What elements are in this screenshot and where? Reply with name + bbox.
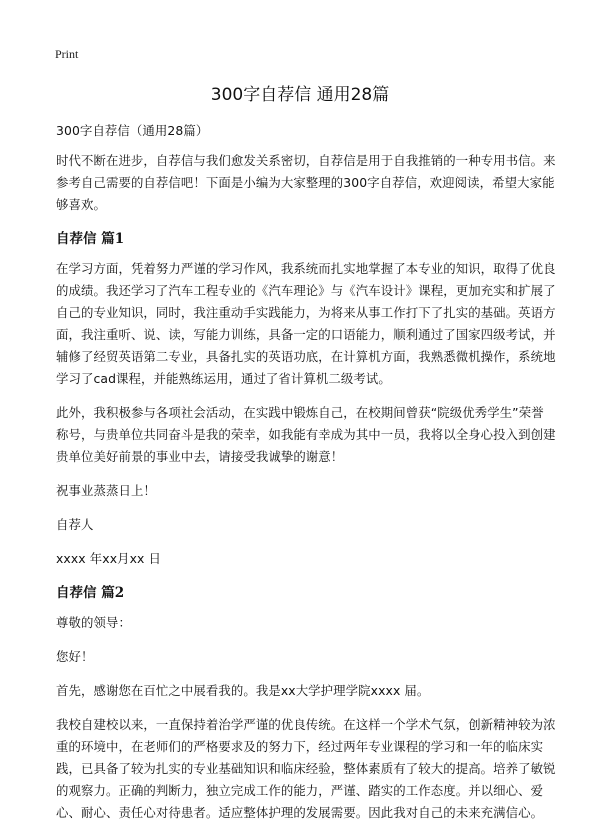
section2-paragraph-2: 我校自建校以来，一直保持着治学严谨的优良传统。在这样一个学术气氛，创新精神较为浓重的环境中，在老师们的严格要求及的努力下，经过两年专业课程的学习和一年的临床实践，已具备了较为扎实的专业基础知识和临床经验，整体素质有了较大的提高。培养了敏锐的观察力。正确的判断力，独立完成工作的能力，严谨、踏实的工作态度。并以细心、爱心、耐心、责任心对待患者。适应整体护理的发展需要。因此我对自己的未来充满信心。	[56, 717, 556, 820]
section1-signature: 自荐人	[56, 517, 94, 532]
section-heading-1: 自荐信 篇1	[56, 231, 125, 247]
section1-paragraph-1: 在学习方面，凭着努力严谨的学习作风，我系统而扎实地掌握了本专业的知识，取得了优良的成绩。我还学习了汽车工程专业的《汽车理论》与《汽车设计》课程，更加充实和扩展了自己的专业知识，同时，我注重动手实践能力，为将来从事工作打下了扎实的基础。英语方面，我注重听、说、读，写能力训练，具备一定的口语能力，顺利通过了国家四级考试，并辅修了经贸英语第二专业，具备扎实的英语功底，在计算机方面，我熟悉微机操作，系统地学习了cad课程，并能熟练运用，通过了省计算机二级考试。	[56, 261, 556, 386]
section1-paragraph-2: 此外，我积极参与各项社会活动，在实践中锻炼自己，在校期间曾获“院级优秀学生”荣誉称号，与贵单位共同奋斗是我的荣幸，如我能有幸成为其中一员，我将以全身心投入到创建贵单位美好前景的事业中去，请接受我诚挚的谢意！	[56, 405, 556, 464]
intro-paragraph: 时代不断在进步，自荐信与我们愈发关系密切，自荐信是用于自我推销的一种专用书信。来参考自己需要的自荐信吧！下面是小编为大家整理的300字自荐信，欢迎阅读，希望大家能够喜欢。	[56, 153, 556, 212]
section2-paragraph-1: 首先，感谢您在百忙之中展看我的。我是xx大学护理学院xxxx 届。	[56, 683, 430, 698]
print-link[interactable]: Print	[55, 47, 79, 61]
section2-salutation: 尊敬的领导：	[56, 615, 131, 630]
subtitle: 300字自荐信（通用28篇）	[56, 123, 209, 138]
section1-date: xxxx 年xx月xx 日	[56, 551, 162, 566]
section1-closing: 祝事业蒸蒸日上！	[56, 483, 156, 498]
document-body	[56, 120, 556, 836]
section-heading-2: 自荐信 篇2	[56, 585, 125, 601]
section2-greeting: 您好！	[56, 649, 94, 664]
page-title: 300字自荐信 通用28篇	[210, 85, 390, 105]
